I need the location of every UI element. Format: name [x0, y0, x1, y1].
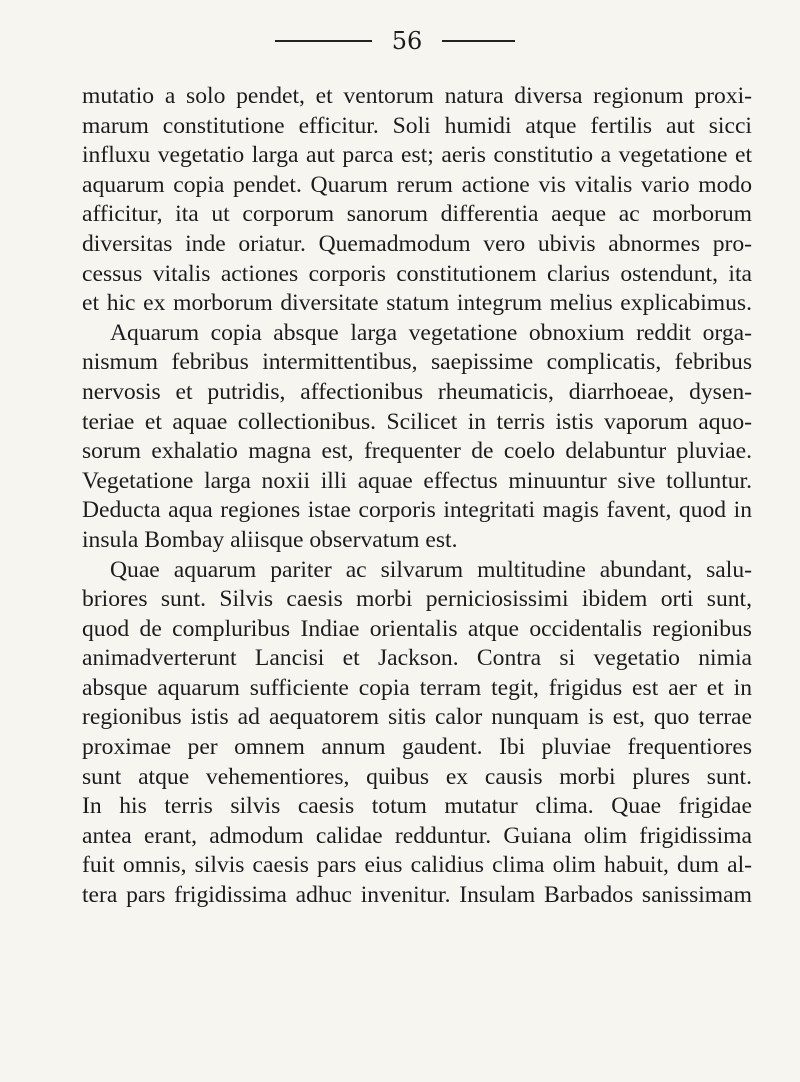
text-line: absque aquarum sufficiente copia terram tegit, frigidus est aer et in [82, 674, 752, 701]
text-line: proximae per omnem annum gaudent. Ibi pluviae frequentiores [82, 734, 752, 761]
text-line: diversitas inde oriatur. Quemadmodum vero ubivis abnormes pro- [82, 230, 752, 257]
text-line: briores sunt. Silvis caesis morbi perniciosissimi ibidem orti sunt, [82, 586, 752, 613]
text-line: sorum exhalatio magna est, frequenter de coelo delabuntur pluviae. [82, 438, 752, 465]
text-line: marum constitutione efficitur. Soli humidi atque fertilis aut sicci [82, 112, 752, 139]
text-line: et hic ex morborum diversitate statum integrum melius explicabimus. [82, 290, 752, 317]
text-line: sunt atque vehementiores, quibus ex causis morbi plures sunt. [82, 763, 752, 790]
text-line: cessus vitalis actiones corporis constitutionem clarius ostendunt, ita [82, 260, 752, 287]
page-number: 56 [372, 26, 442, 56]
text-line: influxu vegetatio larga aut parca est; aeris constitutio a vegetatione et [82, 142, 752, 169]
text-line: quod de compluribus Indiae orientalis atque occidentalis regionibus [82, 615, 752, 642]
text-line: afficitur, ita ut corporum sanorum differentia aeque ac morborum [82, 201, 752, 228]
text-line: In his terris silvis caesis totum mutatur clima. Quae frigidae [82, 793, 752, 820]
body-text [82, 82, 752, 911]
paragraph-last-line: insula Bombay aliisque observatum est. [82, 526, 458, 553]
text-line: antea erant, admodum calidae redduntur. Guiana olim frigidissima [82, 822, 752, 849]
text-line: Vegetatione larga noxii illi aquae effectus minuuntur sive tolluntur. [82, 467, 752, 494]
paragraph-first-line: Aquarum copia absque larga vegetatione obnoxium reddit orga- [110, 319, 752, 346]
text-line: fuit omnis, silvis caesis pars eius calidius clima olim habuit, dum al- [82, 852, 752, 879]
text-line: animadverterunt Lancisi et Jackson. Contra si vegetatio nimia [82, 645, 752, 672]
page-header [0, 0, 800, 72]
text-line: nervosis et putridis, affectionibus rheumaticis, diarrhoeae, dysen- [82, 378, 752, 405]
text-line: teriae et aquae collectionibus. Scilicet in terris istis vaporum aquo- [82, 408, 752, 435]
text-line: regionibus istis ad aequatorem sitis calor nunquam is est, quo terrae [82, 704, 752, 731]
text-line: nismum febribus intermittentibus, saepissime complicatis, febribus [82, 349, 752, 376]
text-line: tera pars frigidissima adhuc invenitur. Insulam Barbados sanissimam [82, 882, 752, 909]
paragraph-first-line: Quae aquarum pariter ac silvarum multitudine abundant, salu- [110, 556, 752, 583]
text-line: Deducta aqua regiones istae corporis integritati magis favent, quod in [82, 497, 752, 524]
text-line: mutatio a solo pendet, et ventorum natura diversa regionum proxi- [82, 83, 752, 109]
text-line: aquarum copia pendet. Quarum rerum actione vis vitalis vario modo [82, 171, 752, 198]
